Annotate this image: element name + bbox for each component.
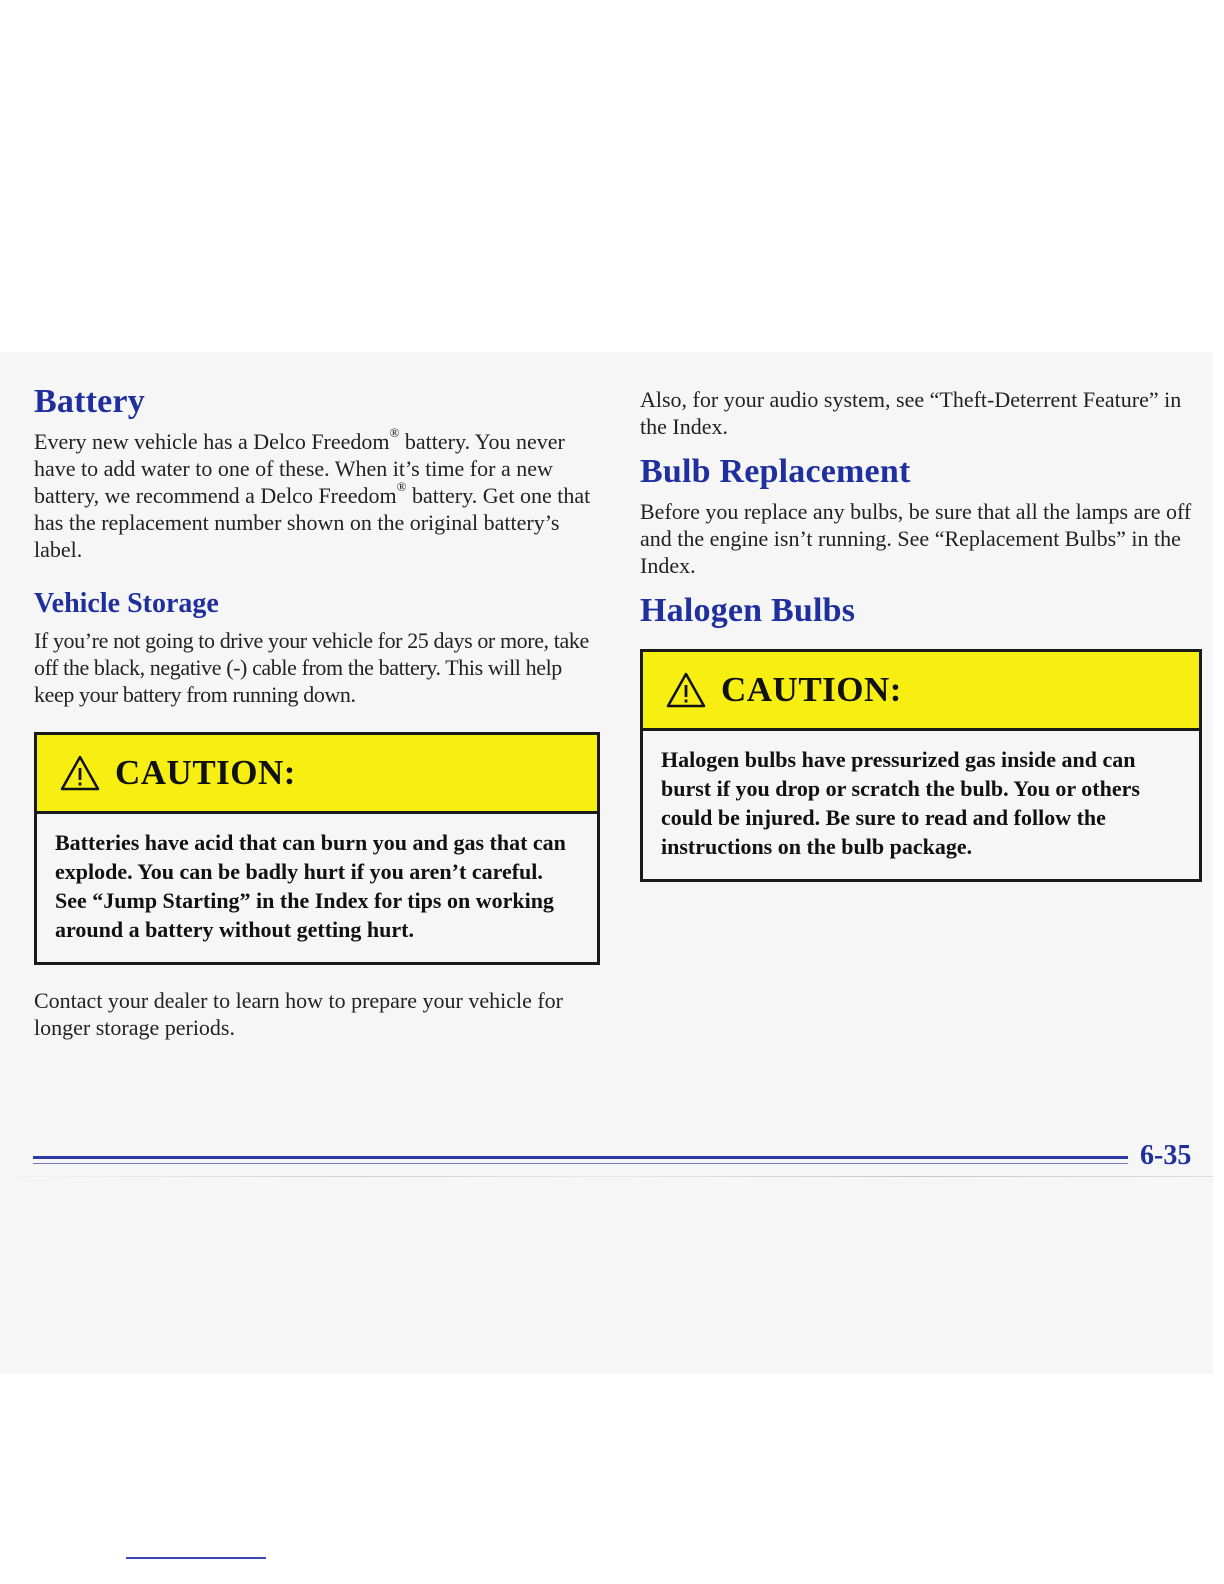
audio-paragraph: Also, for your audio system, see “Theft-Deterrent Feature” in the Index. (640, 387, 1182, 439)
caution-text: Batteries have acid that can burn you and gas that can explode. You can be badly hurt if you aren’t careful. See “Jump Starting” in the Index for tips on working around a battery without getting hurt. (55, 830, 566, 942)
caution-label: CAUTION: (115, 753, 296, 792)
warning-triangle-icon (665, 671, 707, 709)
battery-text-3: battery. Get one that has the replacement number shown on the original battery’s label. (34, 483, 591, 562)
divider (126, 1557, 266, 1559)
bulb-replacement-heading: Bulb Replacement (640, 453, 911, 490)
battery-caution-box (34, 732, 600, 965)
battery-text-1: Every new vehicle has a Delco Freedom (34, 429, 390, 454)
right-column (640, 382, 1202, 882)
page-number: 6-35 (1140, 1140, 1192, 1171)
battery-paragraph (34, 425, 600, 563)
registered-mark: ® (396, 479, 407, 494)
warning-triangle-icon (59, 754, 101, 792)
battery-text-2: battery. You never have to add water to one of these. When it’s time for a new battery, we recommend a Delco Freedom (34, 429, 565, 508)
halogen-bulbs-heading: Halogen Bulbs (640, 592, 856, 629)
bulb-paragraph: Before you replace any bulbs, be sure that all the lamps are off and the engine isn’t running. See “Replacement Bulbs” in the Index. (640, 499, 1192, 578)
caution-header (37, 735, 597, 814)
vehicle-storage-heading: Vehicle Storage (34, 588, 219, 619)
caution-label: CAUTION: (721, 670, 902, 709)
registered-mark: ® (389, 425, 400, 440)
caution-text: Halogen bulbs have pressurized gas inside and can burst if you drop or scratch the bulb. You or others could be injured. Be sure to read and follow the instructions on the bulb package. (661, 747, 1140, 859)
left-column (34, 382, 600, 1041)
halogen-caution-box (640, 649, 1202, 882)
storage-paragraph: If you’re not going to drive your vehicle for 25 days or more, take off the black, negative (-) cable from the battery. This will help keep your battery from running down. (34, 628, 589, 707)
caution-header (643, 652, 1199, 731)
divider (0, 1176, 1213, 1177)
contact-paragraph: Contact your dealer to learn how to prepare your vehicle for longer storage periods. (34, 988, 564, 1040)
footer-rule (33, 1156, 1128, 1164)
battery-heading: Battery (34, 383, 145, 420)
manual-page (0, 352, 1213, 1374)
